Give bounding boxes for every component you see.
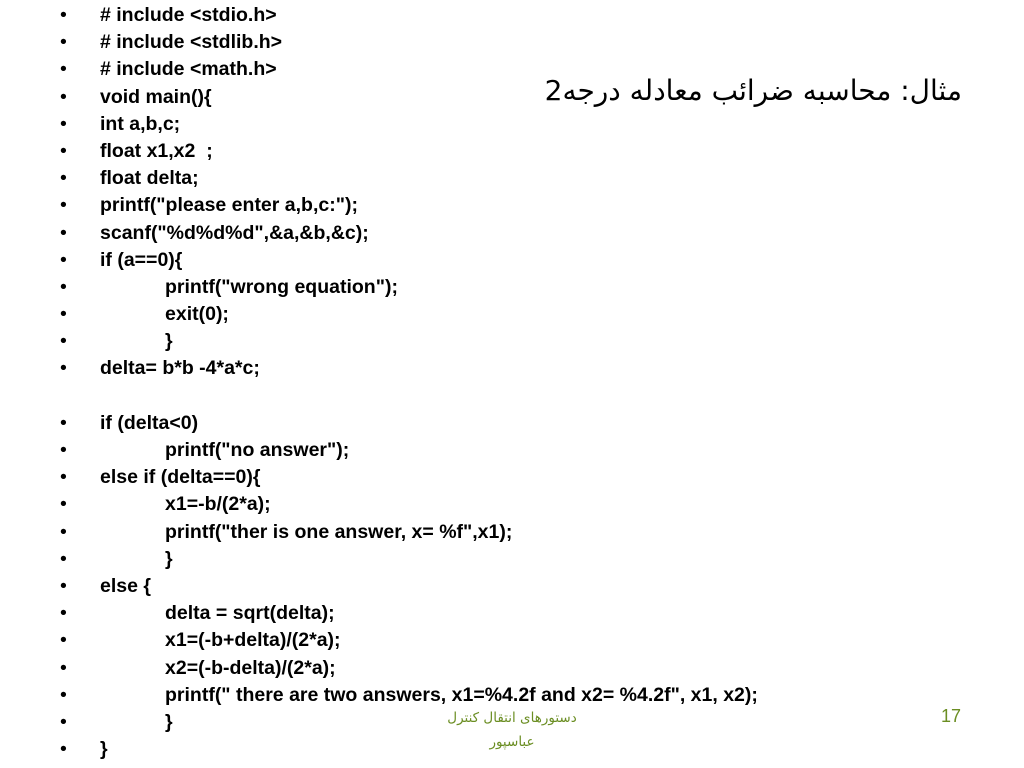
bullet-icon: • — [60, 439, 67, 461]
code-text: } — [165, 710, 173, 733]
bullet-icon: • — [60, 4, 67, 26]
code-text: float x1,x2 ; — [100, 139, 213, 162]
bullet-icon: • — [60, 221, 67, 244]
code-text: printf("ther is one answer, x= %f",x1); — [165, 520, 513, 543]
code-text: else { — [100, 574, 151, 597]
bullet-icon: • — [60, 167, 67, 190]
slide-title: مثال: محاسبه ضرائب معادله درجه2 — [544, 74, 962, 107]
bullet-icon: • — [60, 303, 67, 326]
bullet-icon: • — [60, 357, 67, 380]
bullet-icon: • — [60, 411, 67, 434]
bullet-icon: • — [60, 520, 67, 543]
bullet-icon: • — [60, 656, 67, 679]
code-text: x2=(-b-delta)/(2*a); — [165, 656, 336, 679]
bullet-icon: • — [60, 547, 67, 570]
code-text: } — [165, 330, 173, 353]
bullet-icon: • — [60, 248, 67, 271]
bullet-icon: • — [60, 31, 67, 54]
bullet-icon: • — [60, 194, 67, 217]
code-text: void main(){ — [100, 85, 212, 108]
bullet-icon: • — [60, 466, 67, 489]
bullet-icon: • — [60, 602, 67, 625]
page-number: 17 — [940, 706, 961, 726]
code-text: } — [100, 738, 108, 761]
code-text: else if (delta==0){ — [100, 466, 261, 489]
bullet-icon: • — [60, 58, 67, 81]
code-text: # include <stdio.h> — [100, 4, 277, 26]
bullet-icon: • — [60, 139, 67, 162]
code-text: printf("wrong equation"); — [165, 275, 398, 298]
bullet-icon: • — [60, 330, 67, 353]
code-text: printf(" there are two answers, x1=%4.2f and x2= %4.2f", x1, x2); — [165, 683, 758, 706]
code-text: delta= b*b -4*a*c; — [100, 357, 260, 380]
bullet-icon: • — [60, 275, 67, 298]
code-text: scanf("%d%d%d",&a,&b,&c); — [100, 221, 369, 244]
code-text: # include <stdlib.h> — [100, 31, 283, 54]
bullet-icon: • — [60, 683, 67, 706]
footer-caption — [412, 706, 612, 754]
code-text: if (delta<0) — [100, 411, 199, 434]
bullet-icon: • — [60, 112, 67, 135]
code-text: delta = sqrt(delta); — [165, 602, 335, 625]
code-text: printf("please enter a,b,c:"); — [100, 194, 358, 217]
code-text: } — [165, 547, 173, 570]
code-text: exit(0); — [165, 303, 229, 326]
bullet-icon: • — [60, 85, 67, 108]
code-text: # include <math.h> — [100, 58, 277, 81]
code-text: printf("no answer"); — [165, 439, 350, 461]
bullet-icon: • — [60, 493, 67, 516]
footer-line-2: عباسپور — [489, 734, 535, 750]
code-text: int a,b,c; — [100, 112, 181, 135]
bullet-icon: • — [60, 710, 67, 733]
bullet-icon: • — [60, 738, 67, 761]
footer-line-1: دستورهای انتقال کنترل — [447, 710, 577, 726]
code-text: x1=(-b+delta)/(2*a); — [165, 629, 341, 652]
code-text: float delta; — [100, 167, 199, 190]
code-text: if (a==0){ — [100, 248, 183, 271]
code-text: x1=-b/(2*a); — [165, 493, 271, 516]
bullet-icon: • — [60, 574, 67, 597]
bullet-icon: • — [60, 629, 67, 652]
